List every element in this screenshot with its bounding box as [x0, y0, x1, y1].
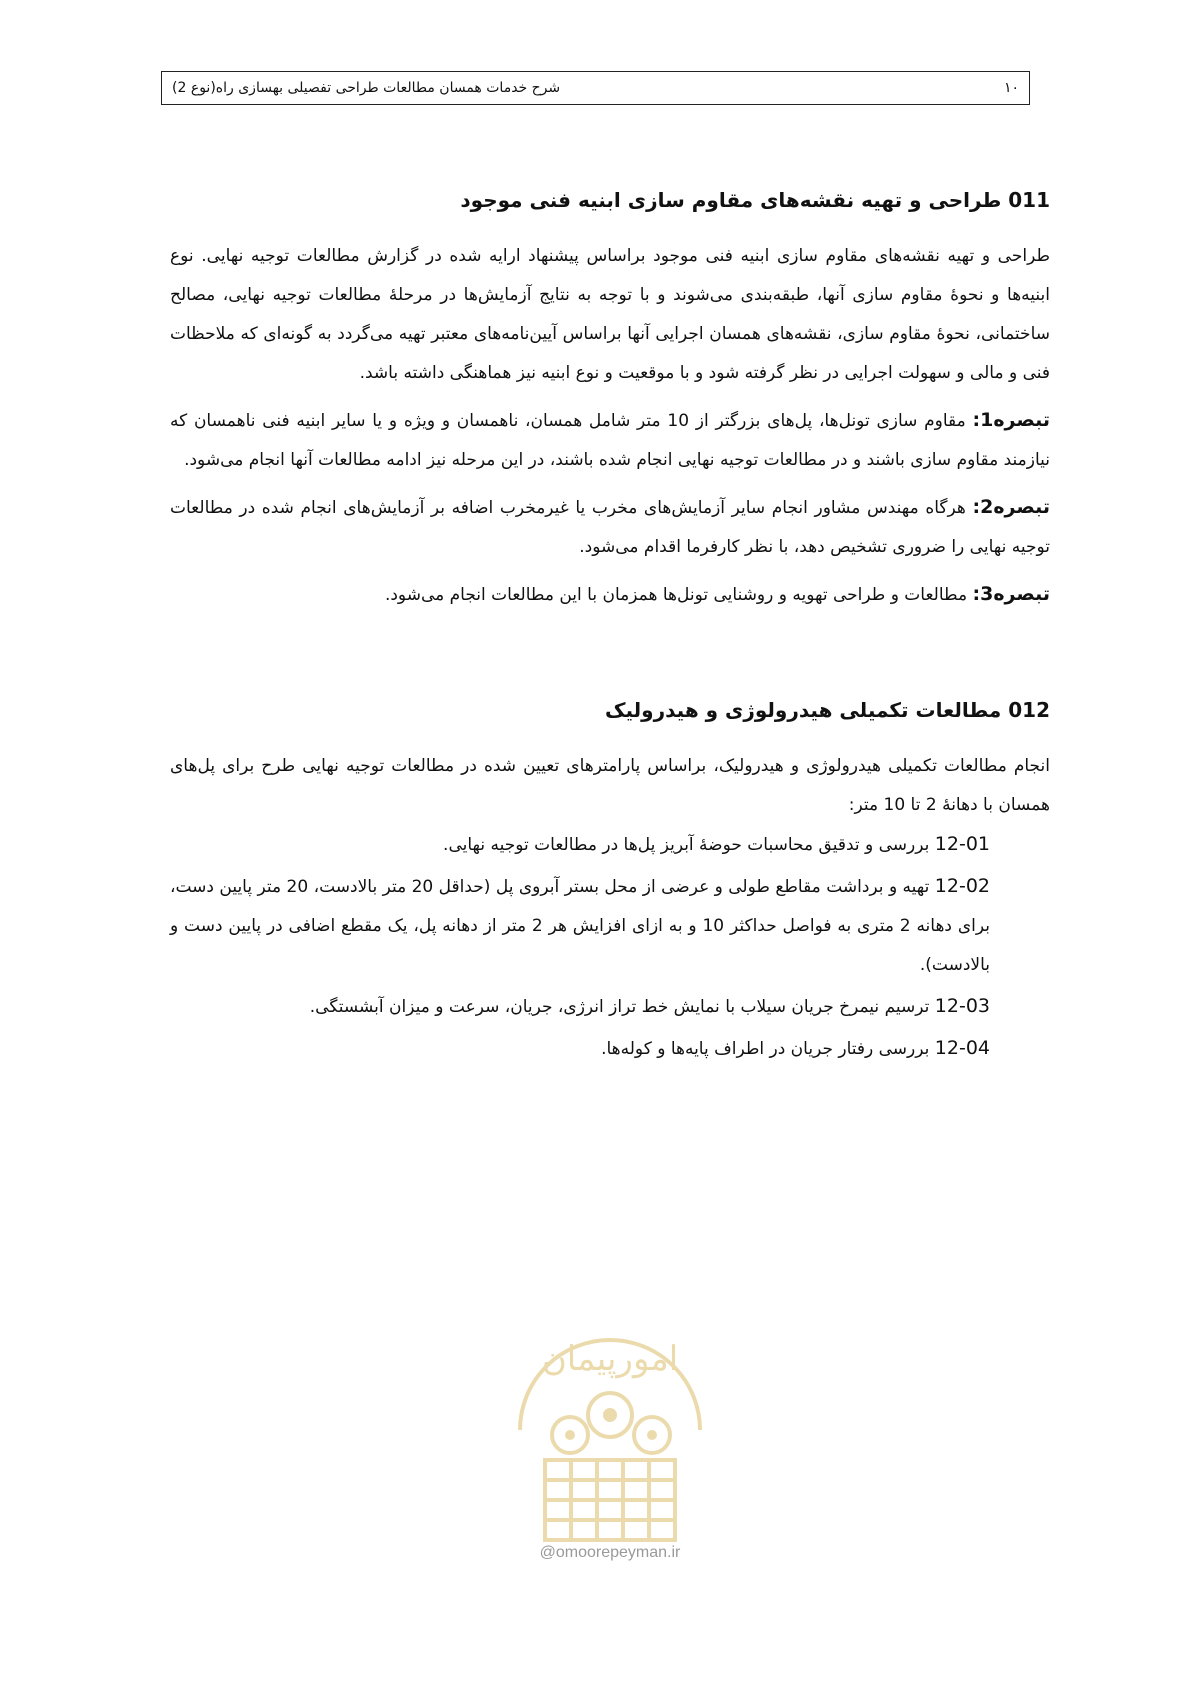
list-item	[170, 987, 990, 1027]
note-3-label: تبصره3:	[972, 583, 1050, 605]
item-text: بررسی رفتار جریان در اطراف پایه‌ها و کوله‌ها.	[601, 1039, 935, 1059]
watermark-url: omoorepeyman.ir	[555, 1544, 681, 1561]
list-item	[170, 867, 990, 985]
section-011-heading: 011 طراحی و تهیه نقشه‌های مقاوم سازی ابنیه فنی موجود	[460, 188, 1050, 212]
section-spacer	[170, 615, 1050, 675]
item-text: بررسی و تدقیق محاسبات حوضۀ آبریز پل‌ها در مطالعات توجیه نهایی.	[443, 835, 935, 855]
section-012-body: انجام مطالعات تکمیلی هیدرولوژی و هیدرولیک، براساس پارامترهای تعیین شده در مطالعات توجیه نهایی طرح برای پل‌های همسان با دهانۀ 2 تا 10 متر:	[170, 756, 1050, 815]
note-3	[170, 575, 1050, 615]
item-number: 12-03	[934, 995, 990, 1017]
watermark-logo-icon	[490, 1310, 730, 1560]
watermark-text: @omoorepeyman.ir	[539, 1544, 681, 1561]
item-text: تهیه و برداشت مقاطع طولی و عرضی از محل بستر آبروی پل (حداقل 20 متر بالادست، 20 متر پایین دست، برای دهانه 2 متری به فواصل حداکثر 10 و به ازای افزایش هر 2 متر از دهانه پل، یک مقطع اضافی در پایین دست و بالادست).	[169, 877, 990, 975]
list-item	[170, 825, 990, 865]
list-item	[170, 1029, 990, 1069]
page-number: ۱۰	[1003, 80, 1019, 96]
note-2-label: تبصره2:	[972, 496, 1050, 518]
item-number: 12-02	[934, 875, 990, 897]
section-011-body: طراحی و تهیه نقشه‌های مقاوم سازی ابنیه فنی موجود براساس پیشنهاد ارایه شده در گزارش مطالعات توجیه نهایی. نوع ابنیه‌ها و نحوۀ مقاوم سازی آنها، طبقه‌بندی می‌شوند و با توجه به نتایج آزمایش‌ها در مرحلۀ مطالعات توجیه نهایی، مصالح ساختمانی، نحوۀ مقاوم سازی، نقشه‌های همسان اجرایی آنها براساس آیین‌نامه‌های معتبر تهیه می‌گردد به گونه‌ای که ملاحظات فنی و مالی و سهولت اجرایی در نظر گرفته شود و با موقعیت و نوع ابنیه نیز هماهنگی داشته باشد.	[170, 246, 1050, 383]
item-number: 12-01	[934, 833, 990, 855]
item-text: ترسیم نیمرخ جریان سیلاب با نمایش خط تراز انرژی، جریان، سرعت و میزان آبشستگی.	[309, 997, 935, 1017]
note-1-label: تبصره1:	[972, 409, 1050, 431]
document-body	[170, 165, 1050, 1071]
header-title: شرح خدمات همسان مطالعات طراحی تفصیلی بهسازی راه(نوع 2)	[172, 80, 561, 96]
note-1-text: مقاوم سازی تونل‌ها، پل‌های بزرگتر از 10 متر شامل همسان، ناهمسان و ویژه و یا سایر ابنیه فنی ناهمسان که نیازمند مقاوم سازی باشند و در مطالعات توجیه نهایی انجام شده باشند، در این مرحله نیز ادامه مطالعات آنها انجام می‌شود.	[170, 411, 1050, 470]
note-2-text: هرگاه مهندس مشاور انجام سایر آزمایش‌های مخرب یا غیرمخرب اضافه بر آزمایش‌های انجام شده در مطالعات توجیه نهایی را ضروری تشخیص دهد، با نظر کارفرما اقدام می‌شود.	[170, 498, 1050, 557]
watermark-logo-text: امورپیمان	[541, 1339, 679, 1379]
note-2	[170, 488, 1050, 567]
item-number: 12-04	[934, 1037, 990, 1059]
note-3-text: مطالعات و طراحی تهویه و روشنایی تونل‌ها همزمان با این مطالعات انجام می‌شود.	[384, 585, 973, 605]
section-012-heading: 012 مطالعات تکمیلی هیدرولوژی و هیدرولیک	[605, 698, 1050, 722]
page-header	[161, 71, 1030, 105]
note-1	[170, 401, 1050, 480]
